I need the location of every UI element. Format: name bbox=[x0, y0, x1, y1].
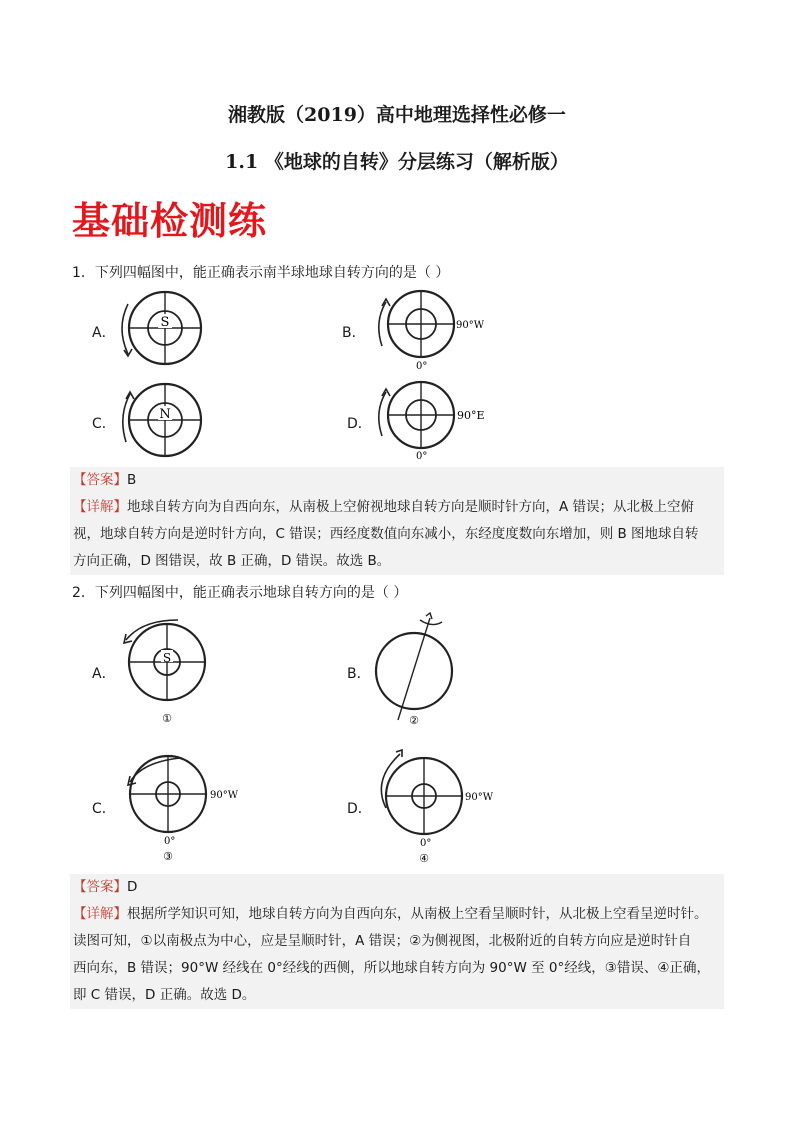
q1-figure-a bbox=[112, 288, 212, 368]
q1-figure-b bbox=[368, 288, 498, 372]
q2-a-center-label: S bbox=[162, 651, 172, 665]
q2-d-number: ④ bbox=[419, 852, 429, 865]
q2-answer-tag: 【答案】 bbox=[73, 879, 127, 895]
q2-detail-line-4: 即 C 错误，D 正确。故选 D。 bbox=[73, 987, 256, 1003]
q2-d-lon-label: 90°W bbox=[465, 792, 494, 803]
q2-c-lon-label: 90°W bbox=[210, 790, 239, 801]
section-title: 基础检测练 bbox=[72, 199, 268, 243]
q1-detail-line-2: 视，地球自转方向是逆时针方向，C 错误；西经度数值向东减小，东经度度数向东增加，则 B 图地球自转 bbox=[73, 526, 699, 542]
q1-b-lon-label: 90°W bbox=[456, 320, 485, 331]
q2-figure-d bbox=[370, 742, 500, 866]
q2-detail-line-3: 西向东，B 错误；90°W 经线在 0°经线的西侧，所以地球自转方向为 90°W 至 0°经线，③错误、④正确， bbox=[73, 960, 710, 976]
q1-detail-line-1: 地球自转方向为自西向东，从南极上空俯视地球自转方向是顺时针方向，A 错误；从北极上空俯 bbox=[127, 499, 695, 515]
q1-d-bottom-label: 0° bbox=[416, 451, 428, 462]
q2-c-bottom-label: 0° bbox=[164, 836, 176, 847]
q2-option-c-label[interactable]: C． bbox=[92, 801, 116, 817]
q1-answer-tag: 【答案】 bbox=[73, 472, 127, 488]
q2-c-number: ③ bbox=[163, 850, 173, 863]
q1-b-bottom-label: 0° bbox=[416, 361, 428, 372]
q1-detail-line-3: 方向正确，D 图错误，故 B 正确，D 错误。故选 B。 bbox=[73, 553, 391, 569]
q2-a-number: ① bbox=[162, 712, 172, 725]
q1-a-center-label: S bbox=[160, 315, 170, 330]
q2-answer-box bbox=[70, 874, 724, 1009]
q1-option-a-label[interactable]: A． bbox=[92, 325, 116, 341]
q2-answer: D bbox=[127, 879, 138, 895]
q2-b-number: ② bbox=[409, 714, 419, 727]
document-subtitle: 1.1 《地球的自转》分层练习（解析版） bbox=[225, 151, 569, 173]
q2-figure-b bbox=[368, 612, 478, 730]
q1-figure-d bbox=[368, 378, 498, 462]
document-title: 湘教版（2019）高中地理选择性必修一 bbox=[228, 104, 566, 126]
q1-detail-tag: 【详解】 bbox=[73, 499, 127, 515]
q2-option-b-label[interactable]: B． bbox=[347, 666, 371, 682]
q2-d-bottom-label: 0° bbox=[420, 838, 432, 849]
q2-option-a-label[interactable]: A． bbox=[92, 666, 116, 682]
q1-answer: B bbox=[127, 472, 137, 488]
q2-figure-c bbox=[118, 752, 248, 864]
q1-answer-box bbox=[70, 467, 724, 575]
q1-d-lon-label: 90°E bbox=[457, 409, 485, 422]
q2-detail-tag: 【详解】 bbox=[73, 906, 127, 922]
question-2-stem: 2．下列四幅图中，能正确表示地球自转方向的是（ ） bbox=[72, 585, 408, 601]
q2-detail-line-1: 根据所学知识可知，地球自转方向为自西向东，从南极上空看呈顺时针，从北极上空看呈逆时针。 bbox=[127, 906, 708, 922]
question-1-stem: 1．下列四幅图中，能正确表示南半球地球自转方向的是（ ） bbox=[72, 265, 450, 281]
q1-option-c-label[interactable]: C． bbox=[92, 416, 116, 432]
q2-detail-line-2: 读图可知，①以南极点为中心，应是呈顺时针，A 错误；②为侧视图，北极附近的自转方向应是逆时针自 bbox=[73, 933, 692, 949]
q2-figure-a bbox=[112, 612, 222, 727]
q1-figure-c bbox=[112, 380, 212, 460]
q1-option-b-label[interactable]: B． bbox=[342, 325, 366, 341]
q2-option-d-label[interactable]: D． bbox=[347, 801, 372, 817]
q1-c-center-label: N bbox=[159, 407, 171, 422]
q1-option-d-label[interactable]: D． bbox=[347, 416, 372, 432]
